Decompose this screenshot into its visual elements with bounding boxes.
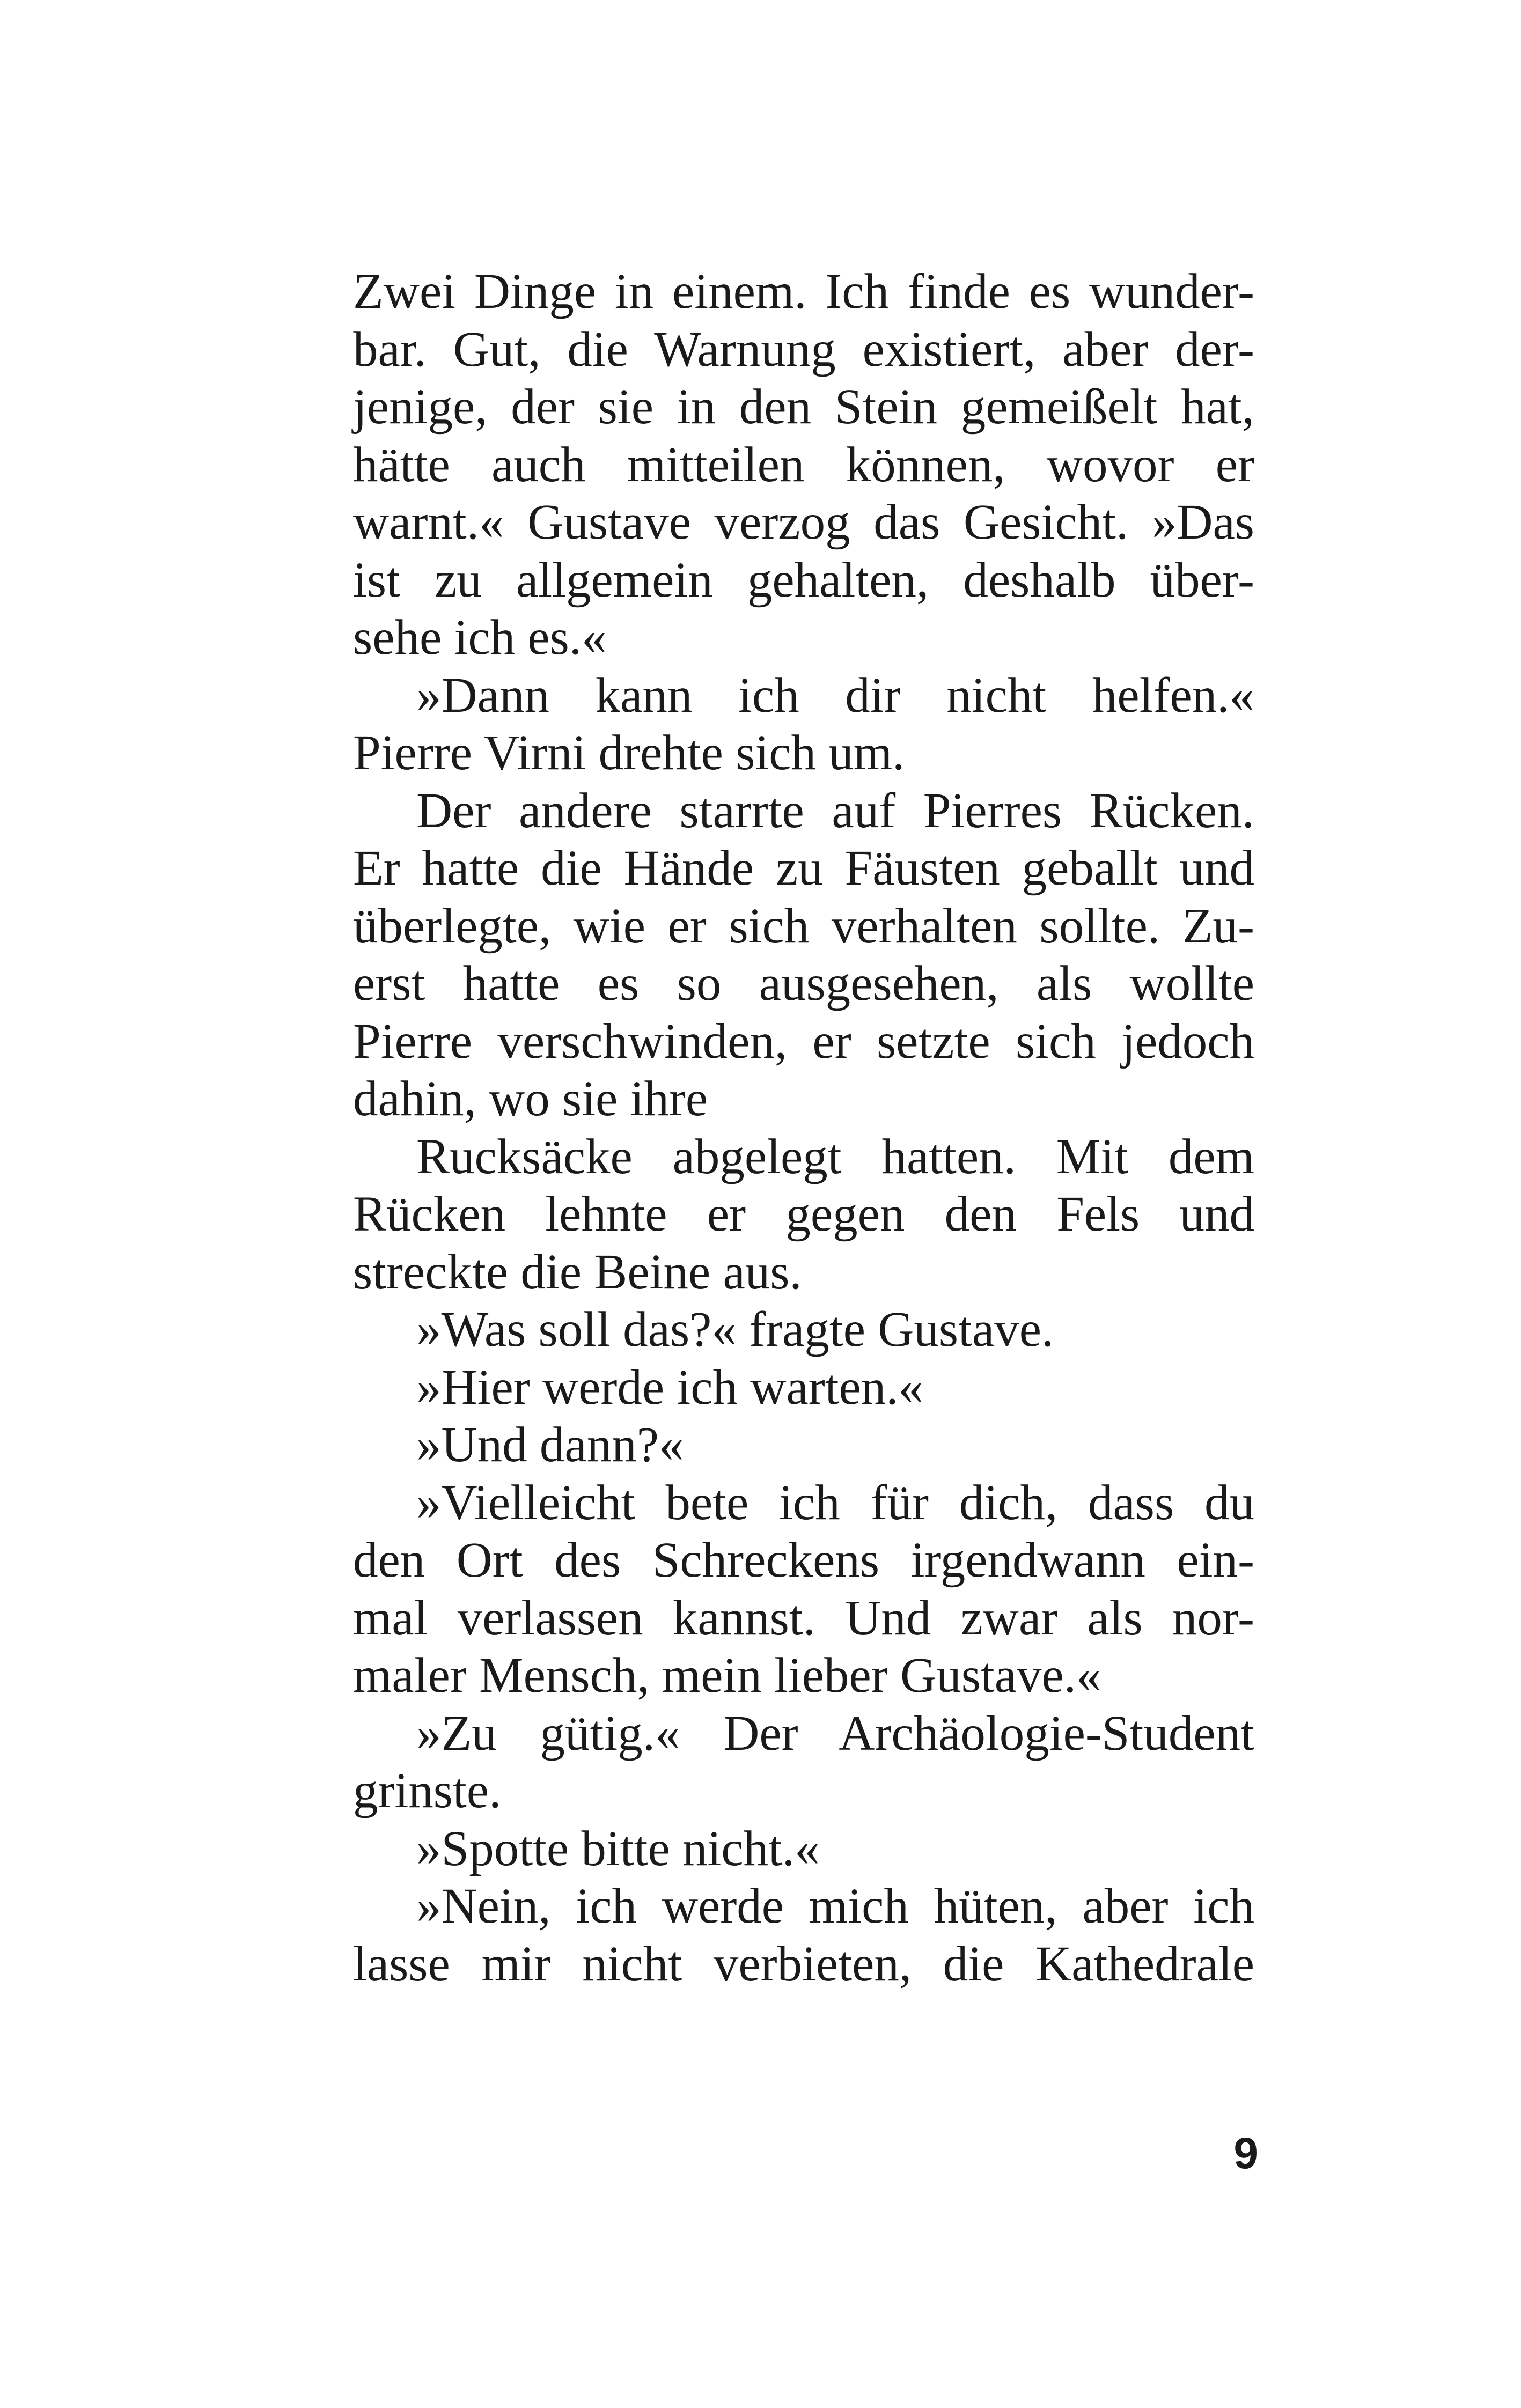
text-line: ist zu allgemein gehalten, deshalb über- — [353, 552, 1254, 608]
text-line: überlegte, wie er sich verhalten sollte. Zu- — [353, 898, 1254, 954]
text-line: Zwei Dinge in einem. Ich finde es wunder- — [353, 264, 1254, 319]
text-line: dahin, wo sie ihre — [353, 1071, 708, 1126]
text-line: streckte die Beine aus. — [353, 1244, 802, 1300]
text-line: Pierre Virni drehte sich um. — [353, 725, 905, 780]
page-number: 9 — [1233, 2129, 1258, 2178]
text-line: »Hier werde ich warten.« — [416, 1359, 924, 1415]
text-line: sehe ich es.« — [353, 610, 607, 665]
text-line: warnt.« Gustave verzog das Gesicht. »Das — [353, 495, 1254, 550]
text-line: jenige, der sie in den Stein gemeißelt hat, — [353, 379, 1254, 435]
text-line: grinste. — [353, 1763, 502, 1818]
text-line: mal verlassen kannst. Und zwar als nor- — [353, 1590, 1254, 1646]
text-line: den Ort des Schreckens irgendwann ein- — [353, 1533, 1254, 1588]
text-line: bar. Gut, die Warnung existiert, aber der- — [353, 321, 1254, 377]
text-line: »Spotte bitte nicht.« — [416, 1821, 820, 1876]
text-line: »Nein, ich werde mich hüten, aber ich — [416, 1879, 1254, 1934]
text-line: hätte auch mitteilen können, wovor er — [353, 437, 1254, 492]
text-line: Der andere starrte auf Pierres Rücken. — [416, 783, 1254, 838]
body-text — [353, 263, 1254, 1993]
text-line: »Dann kann ich dir nicht helfen.« — [416, 667, 1254, 723]
text-line: Er hatte die Hände zu Fäusten geballt und — [353, 841, 1254, 896]
text-line: Rücken lehnte er gegen den Fels und — [353, 1187, 1254, 1242]
text-line: Rucksäcke abgelegt hatten. Mit dem — [416, 1129, 1254, 1184]
text-line: maler Mensch, mein lieber Gustave.« — [353, 1648, 1101, 1703]
text-line: lasse mir nicht verbieten, die Kathedrale — [353, 1936, 1254, 1992]
text-line: »Was soll das?« fragte Gustave. — [416, 1302, 1054, 1357]
text-line: »Und dann?« — [416, 1417, 684, 1472]
text-line: Pierre verschwinden, er setzte sich jedoch — [353, 1013, 1254, 1069]
text-line: »Vielleicht bete ich für dich, dass du — [416, 1475, 1254, 1530]
text-line: erst hatte es so ausgesehen, als wollte — [353, 956, 1254, 1011]
text-line: »Zu gütig.« Der Archäologie-Student — [416, 1705, 1254, 1761]
